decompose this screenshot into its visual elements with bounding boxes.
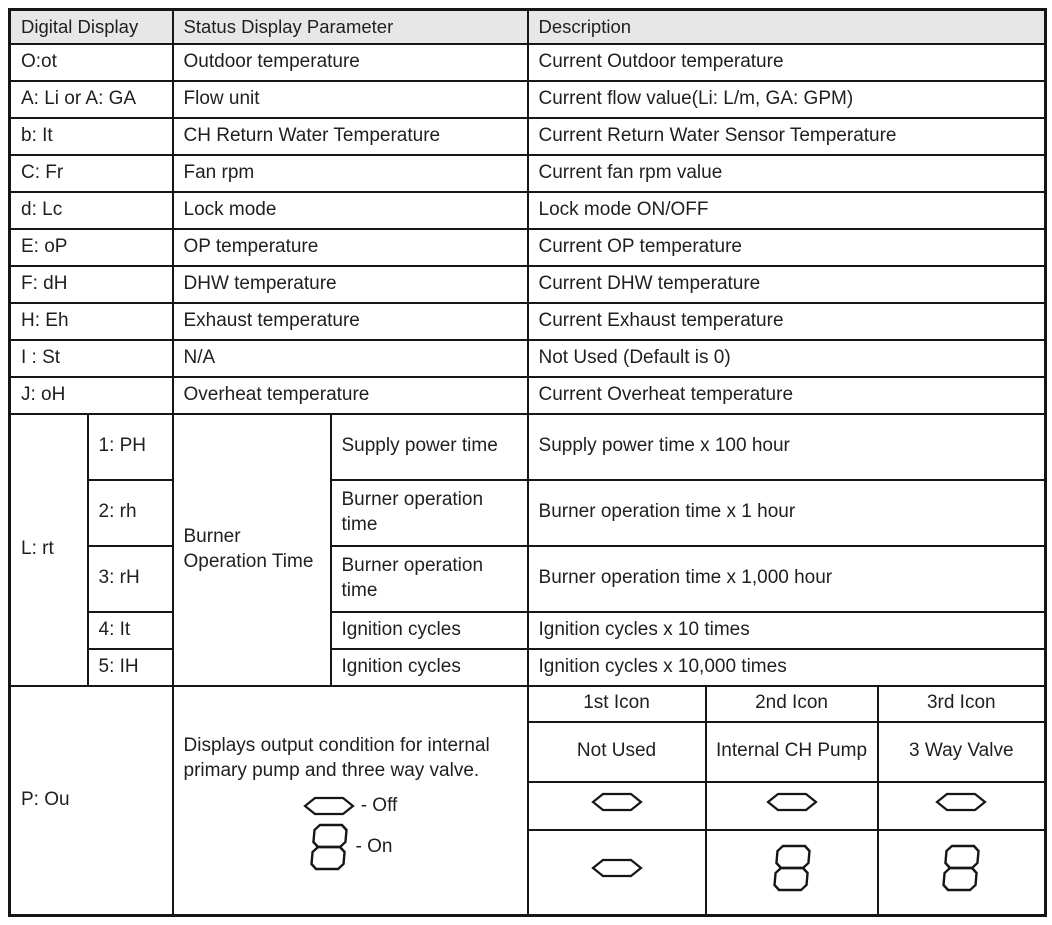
table-row bbox=[10, 266, 1046, 303]
cell-parameter: Lock mode bbox=[173, 192, 528, 229]
segment-off-icon bbox=[303, 796, 355, 816]
cell-parameter: Supply power time bbox=[331, 414, 528, 480]
cell-parameter: Outdoor temperature bbox=[173, 44, 528, 81]
cell-parameter: N/A bbox=[173, 340, 528, 377]
cell-description: Current Return Water Sensor Temperature bbox=[528, 118, 1046, 155]
icon-col-header: 2nd Icon bbox=[706, 686, 878, 722]
cell-code: 4: It bbox=[88, 612, 173, 649]
cell-display: E: oP bbox=[10, 229, 173, 266]
cell-description: Current Outdoor temperature bbox=[528, 44, 1046, 81]
cell-display: d: Lc bbox=[10, 192, 173, 229]
cell-description: Current Overheat temperature bbox=[528, 377, 1046, 414]
header-digital-display: Digital Display bbox=[10, 10, 173, 44]
cell-code: 1: PH bbox=[88, 414, 173, 480]
cell-parameter: Overheat temperature bbox=[173, 377, 528, 414]
status-parameter-table bbox=[8, 8, 1047, 917]
table-row bbox=[10, 155, 1046, 192]
cell-description: Current Exhaust temperature bbox=[528, 303, 1046, 340]
cell-display: F: dH bbox=[10, 266, 173, 303]
icon-col-header: 1st Icon bbox=[528, 686, 706, 722]
cell-group-label: Burner Operation Time bbox=[173, 414, 331, 686]
icon-col-label: Internal CH Pump bbox=[706, 722, 878, 782]
segment-off-icon bbox=[591, 792, 643, 812]
segment-on-icon bbox=[771, 843, 813, 893]
table-row bbox=[10, 81, 1046, 118]
cell-code: 5: IH bbox=[88, 649, 173, 686]
lrt-row bbox=[10, 546, 1046, 612]
cell-parameter: OP temperature bbox=[173, 229, 528, 266]
icon-state-cell bbox=[878, 830, 1046, 916]
table-row bbox=[10, 303, 1046, 340]
segment-off-icon bbox=[591, 858, 643, 878]
cell-pou-note bbox=[173, 686, 528, 916]
cell-display: J: oH bbox=[10, 377, 173, 414]
cell-description: Current flow value(Li: L/m, GA: GPM) bbox=[528, 81, 1046, 118]
icon-col-label: Not Used bbox=[528, 722, 706, 782]
header-status-parameter: Status Display Parameter bbox=[173, 10, 528, 44]
cell-parameter: Burner operation time bbox=[331, 480, 528, 546]
table-row bbox=[10, 377, 1046, 414]
table-row bbox=[10, 340, 1046, 377]
segment-on-icon bbox=[940, 843, 982, 893]
cell-parameter: DHW temperature bbox=[173, 266, 528, 303]
segment-off-icon bbox=[935, 792, 987, 812]
cell-description: Supply power time x 100 hour bbox=[528, 414, 1046, 480]
pou-note-text: Displays output condition for internal primary pump and three way valve. bbox=[183, 735, 490, 781]
cell-code: 2: rh bbox=[88, 480, 173, 546]
cell-parameter: Exhaust temperature bbox=[173, 303, 528, 340]
icon-state-cell bbox=[706, 830, 878, 916]
header-row bbox=[10, 10, 1046, 44]
table-row bbox=[10, 192, 1046, 229]
icon-state-cell bbox=[528, 782, 706, 830]
cell-description: Current OP temperature bbox=[528, 229, 1046, 266]
table-row bbox=[10, 118, 1046, 155]
header-description: Description bbox=[528, 10, 1046, 44]
legend-off-row bbox=[303, 794, 398, 819]
cell-parameter: Fan rpm bbox=[173, 155, 528, 192]
cell-parameter: Ignition cycles bbox=[331, 649, 528, 686]
icon-col-header: 3rd Icon bbox=[878, 686, 1046, 722]
cell-parameter: Burner operation time bbox=[331, 546, 528, 612]
cell-display: C: Fr bbox=[10, 155, 173, 192]
cell-description: Ignition cycles x 10 times bbox=[528, 612, 1046, 649]
cell-parameter: CH Return Water Temperature bbox=[173, 118, 528, 155]
cell-display: b: It bbox=[10, 118, 173, 155]
cell-parameter: Flow unit bbox=[173, 81, 528, 118]
cell-description: Not Used (Default is 0) bbox=[528, 340, 1046, 377]
icon-state-cell bbox=[528, 830, 706, 916]
pou-legend bbox=[184, 794, 517, 873]
cell-description: Lock mode ON/OFF bbox=[528, 192, 1046, 229]
segment-on-icon bbox=[308, 822, 350, 872]
cell-display: O:ot bbox=[10, 44, 173, 81]
legend-off-label: - Off bbox=[360, 794, 398, 816]
cell-description: Current fan rpm value bbox=[528, 155, 1046, 192]
cell-display: I : St bbox=[10, 340, 173, 377]
cell-display: H: Eh bbox=[10, 303, 173, 340]
cell-display-lrt: L: rt bbox=[10, 414, 88, 686]
cell-description: Ignition cycles x 10,000 times bbox=[528, 649, 1046, 686]
cell-description: Burner operation time x 1,000 hour bbox=[528, 546, 1046, 612]
cell-description: Current DHW temperature bbox=[528, 266, 1046, 303]
cell-code: 3: rH bbox=[88, 546, 173, 612]
lrt-row bbox=[10, 649, 1046, 686]
legend-on-row bbox=[308, 822, 393, 872]
icon-state-cell bbox=[878, 782, 1046, 830]
segment-off-icon bbox=[766, 792, 818, 812]
table-row bbox=[10, 44, 1046, 81]
lrt-row bbox=[10, 612, 1046, 649]
legend-on-label: - On bbox=[355, 835, 393, 857]
icon-col-label: 3 Way Valve bbox=[878, 722, 1046, 782]
lrt-row bbox=[10, 480, 1046, 546]
pou-row bbox=[10, 686, 1046, 722]
icon-state-cell bbox=[706, 782, 878, 830]
table-row bbox=[10, 229, 1046, 266]
cell-parameter: Ignition cycles bbox=[331, 612, 528, 649]
cell-display: A: Li or A: GA bbox=[10, 81, 173, 118]
lrt-row bbox=[10, 414, 1046, 480]
cell-display-pou: P: Ou bbox=[10, 686, 173, 916]
cell-description: Burner operation time x 1 hour bbox=[528, 480, 1046, 546]
